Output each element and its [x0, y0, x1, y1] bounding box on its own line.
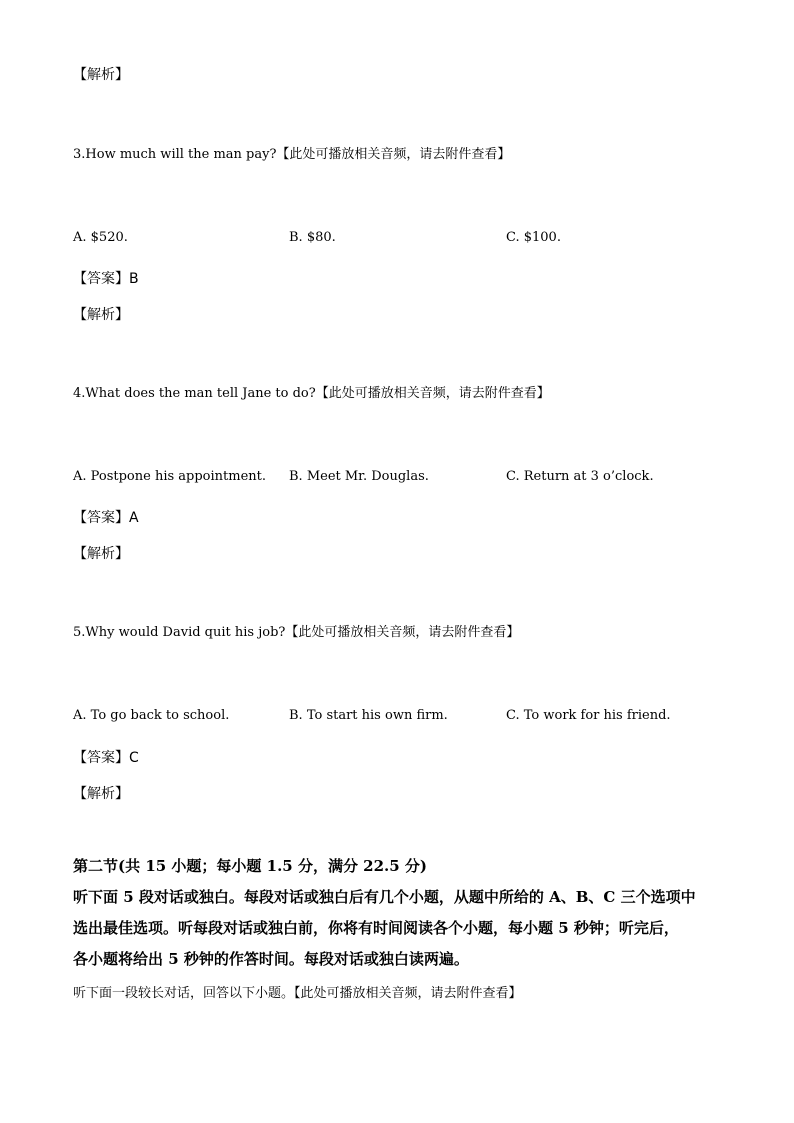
analysis-label: 【解析】 [73, 67, 129, 83]
section-2-instructions-1: 听下面 5 段对话或独白。每段对话或独白后有几个小题，从题中所给的 A、B、C 三个选项中 [73, 888, 696, 906]
q4-answer: 【答案】A [73, 510, 139, 526]
question-5: 5.Why would David quit his job?【此处可播放相关音频，请去附件查看】 [73, 625, 520, 640]
section-2-title: 第二节(共 15 小题；每小题 1.5 分，满分 22.5 分) [73, 857, 428, 875]
q4-option-a: A. Postpone his appointment. [73, 469, 267, 484]
q3-option-b: B. $80. [289, 230, 336, 245]
q3-answer: 【答案】B [73, 271, 139, 287]
q5-option-b: B. To start his own firm. [289, 708, 448, 723]
section-2-instructions-2: 选出最佳选项。听每段对话或独白前，你将有时间阅读各个小题，每小题 5 秒钟；听完后， [73, 919, 679, 937]
q3-analysis: 【解析】 [73, 307, 129, 323]
section-2-instructions-3: 各小题将给出 5 秒钟的作答时间。每段对话或独白读两遍。 [73, 950, 469, 968]
q4-analysis: 【解析】 [73, 546, 129, 562]
q5-answer: 【答案】C [73, 750, 139, 766]
q3-option-c: C. $100. [506, 230, 561, 245]
q5-option-a: A. To go back to school. [73, 708, 230, 723]
q3-option-a: A. $520. [73, 230, 128, 245]
listen-prompt: 听下面一段较长对话，回答以下小题。【此处可播放相关音频，请去附件查看】 [73, 986, 522, 1001]
q5-analysis: 【解析】 [73, 786, 129, 802]
question-3: 3.How much will the man pay?【此处可播放相关音频，请去附件查看】 [73, 147, 511, 162]
q4-option-b: B. Meet Mr. Douglas. [289, 469, 429, 484]
q5-option-c: C. To work for his friend. [506, 708, 671, 723]
question-4: 4.What does the man tell Jane to do?【此处可播放相关音频，请去附件查看】 [73, 386, 550, 401]
q4-option-c: C. Return at 3 o’clock. [506, 469, 654, 484]
